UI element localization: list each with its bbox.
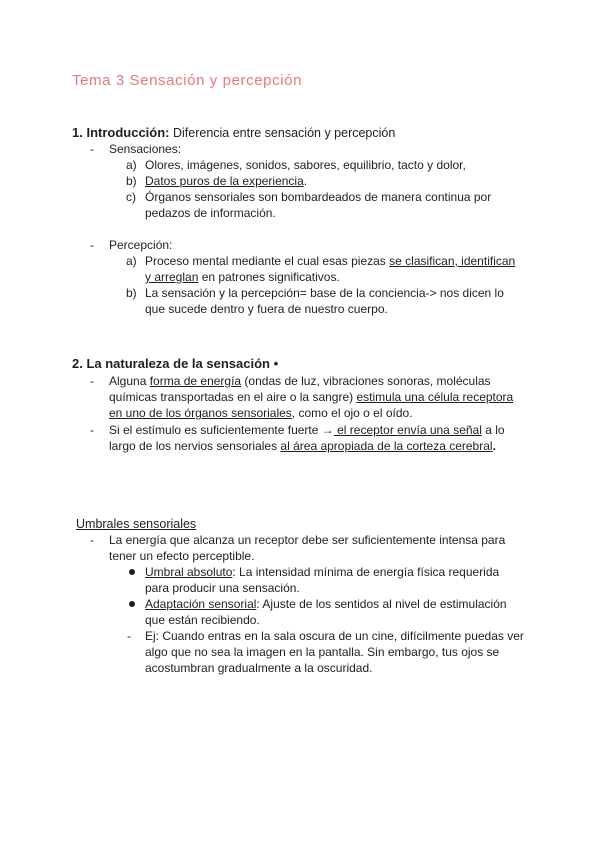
text-fragment: (ondas de luz, vibraciones sonoras, moléculas: [241, 374, 491, 388]
naturaleza-item-1-line3: [109, 405, 413, 421]
text-fragment: a lo: [481, 423, 505, 437]
text-fragment: químicas transportadas en el aire o la sangre): [109, 390, 357, 404]
section-2-heading: 2. La naturaleza de la sensación •: [72, 356, 279, 371]
umbral-absoluto-line2: para producir una sensación.: [145, 581, 300, 595]
text-fragment: en patrones significativos.: [198, 270, 340, 284]
sensaciones-item-c-line1: Órganos sensoriales son bombardeados de manera continua por: [145, 190, 492, 204]
percepcion-item-a-line1: [145, 253, 515, 269]
naturaleza-item-1-line1: [109, 373, 491, 389]
underlined-text: al área apropiada de la corteza cerebral: [280, 439, 493, 453]
percepcion-item-b-line2: que sucede dentro y fuera de nuestro cuerpo.: [145, 302, 388, 316]
umbrales-item-line2: tener un efecto perceptible.: [109, 549, 255, 563]
list-marker: a): [126, 254, 137, 268]
text-fragment: largo de los nervios sensoriales: [109, 439, 281, 453]
text-fragment: Proceso mental mediante el cual esas piezas: [145, 254, 390, 268]
underlined-text: el receptor envía una señal: [333, 423, 482, 437]
bullet-icon: [129, 569, 135, 575]
ejemplo-line1: Ej: Cuando entras en la sala oscura de un cine, difícilmente puedas ver: [145, 629, 524, 643]
text-fragment: , como el ojo o el oído.: [291, 406, 413, 420]
dash-marker: -: [90, 142, 94, 156]
underlined-text: estimula una célula receptora: [356, 390, 514, 404]
text-fragment: Si el estímulo es suficientemente fuerte →: [109, 423, 334, 437]
sensaciones-item-c-line2: pedazos de información.: [145, 206, 276, 220]
text-fragment: : Ajuste de los sentidos al nivel de estimulación: [256, 597, 507, 611]
underlined-term: Umbral absoluto: [145, 565, 233, 579]
dash-marker: -: [90, 374, 94, 388]
underlined-term: Adaptación sensorial: [145, 597, 257, 611]
umbral-absoluto-line1: [145, 564, 499, 580]
section-1-heading-rest: Diferencia entre sensación y percepción: [169, 126, 396, 140]
underlined-text: Datos puros de la experiencia: [145, 174, 304, 188]
sensaciones-item-a: Olores, imágenes, sonidos, sabores, equilibrio, tacto y dolor,: [145, 158, 466, 172]
percepcion-item-a-line2: [145, 269, 340, 285]
dash-marker: -: [90, 238, 94, 252]
section-3-heading: Umbrales sensoriales: [76, 517, 197, 531]
ejemplo-line3: acostumbran gradualmente a la oscuridad.: [145, 661, 373, 675]
text-fragment: .: [492, 439, 496, 453]
underlined-text: en uno de los órganos sensoriales: [109, 406, 292, 420]
naturaleza-item-2-line1: [109, 422, 505, 438]
sensaciones-label: Sensaciones:: [109, 142, 182, 156]
list-marker: a): [126, 158, 137, 172]
underlined-text: y arreglan: [145, 270, 199, 284]
text-fragment: Alguna: [109, 374, 150, 388]
document-title: Tema 3 Sensación y percepción: [72, 72, 303, 89]
naturaleza-item-1-line2: [109, 389, 513, 405]
dash-marker: -: [90, 533, 94, 547]
list-marker: b): [126, 286, 137, 300]
section-1-heading-bold: 1. Introducción:: [72, 125, 170, 140]
text-fragment: : La intensidad mínima de energía física requerida: [232, 565, 500, 579]
percepcion-item-b-line1: La sensación y la percepción= base de la conciencia-> nos dicen lo: [145, 286, 504, 300]
section-1-heading: [72, 125, 395, 141]
sensaciones-item-b: [145, 173, 307, 189]
adaptacion-sensorial-line2: que están recibiendo.: [145, 613, 260, 627]
list-marker: b): [126, 174, 137, 188]
dash-marker: -: [127, 629, 131, 643]
text-fragment: .: [303, 174, 308, 188]
underlined-text: forma de energía: [149, 374, 242, 388]
underlined-text: se clasifican, identifican: [389, 254, 516, 268]
naturaleza-item-2-line2: [109, 438, 496, 454]
umbrales-item-line1: La energía que alcanza un receptor debe ser suficientemente intensa para: [109, 533, 506, 547]
dash-marker: -: [90, 423, 94, 437]
ejemplo-line2: algo que no sea la imagen en la pantalla. Sin embargo, tus ojos se: [145, 645, 500, 659]
percepcion-label: Percepción:: [109, 238, 173, 252]
adaptacion-sensorial-line1: [145, 596, 507, 612]
bullet-icon: [129, 601, 135, 607]
list-marker: c): [126, 190, 136, 204]
